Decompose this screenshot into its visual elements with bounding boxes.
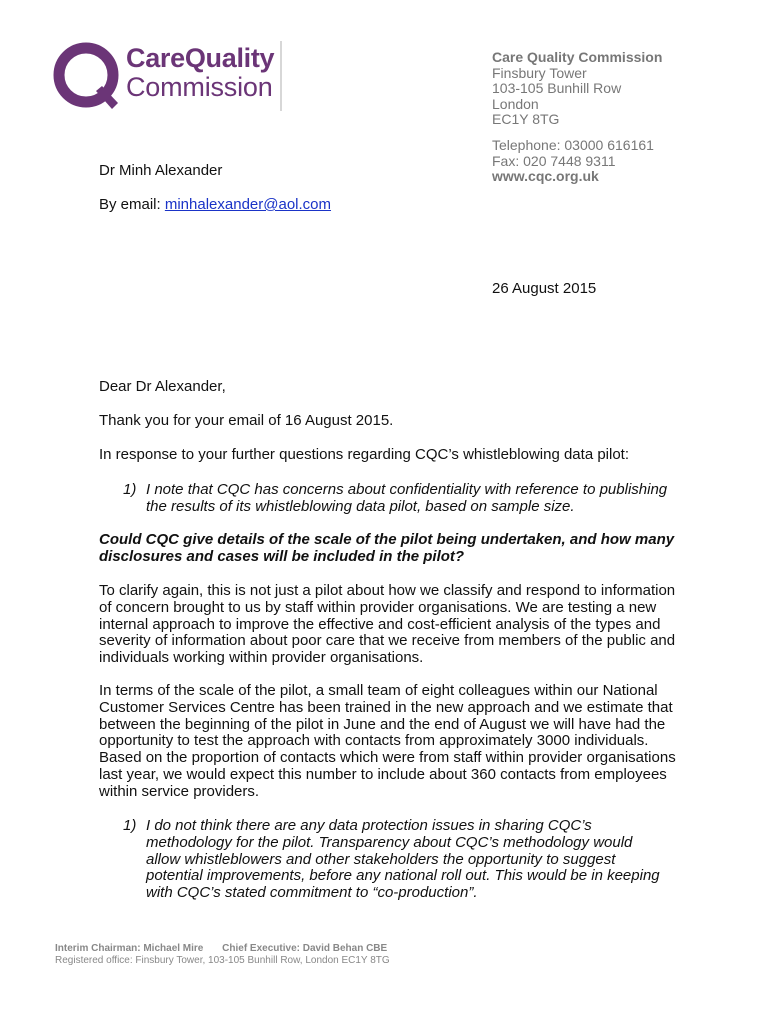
footer-ceo: Chief Executive: David Behan CBE bbox=[222, 943, 388, 954]
sender-addr-4: EC1Y 8TG bbox=[492, 111, 560, 128]
sender-web: www.cqc.org.uk bbox=[492, 168, 599, 185]
cqc-logo bbox=[52, 41, 284, 113]
paragraph-1: To clarify again, this is not just a pilot about how we classify and respond to information of concern brought to us by staff within provider organisations. We are testing a new internal approach to improve the effective and cost-efficient analysis of the types and severity of information about poor care that we receive from members of the public and individuals working within provider organisations. bbox=[99, 582, 676, 667]
intro-line: In response to your further questions regarding CQC’s whistleblowing data pilot: bbox=[99, 446, 630, 463]
letter-date: 26 August 2015 bbox=[492, 280, 597, 297]
item-1-text: I note that CQC has concerns about confidentiality with reference to publishing the results of its whistleblowing data pilot, based on sample size. bbox=[146, 481, 668, 515]
question-text: Could CQC give details of the scale of the pilot being undertaken, and how many disclosures and cases will be included in the pilot? bbox=[99, 531, 675, 565]
sender-address bbox=[492, 50, 662, 185]
paragraph-2: In terms of the scale of the pilot, a small team of eight colleagues within our National Customer Services Centre has been trained in the new approach and we estimate that between the beginning of the pilot in June and the end of August we will have had the opportunity to test the approach with contacts from approximately 3000 individuals. Based on the proportion of contacts which were from staff within provider organisations last year, we would expect this number to include about 360 contacts from employees within service providers. bbox=[99, 682, 676, 800]
logo-line-1: CareQuality bbox=[126, 43, 275, 73]
salutation: Dear Dr Alexander, bbox=[99, 378, 226, 395]
sender-fax: Fax: 020 7448 9311 bbox=[492, 152, 616, 169]
item-2-number: 1) bbox=[123, 817, 137, 834]
logo-wordmark bbox=[126, 45, 274, 101]
recipient-email-line bbox=[99, 196, 331, 213]
item-1-number: 1) bbox=[123, 481, 137, 498]
thanks-line: Thank you for your email of 16 August 2015. bbox=[99, 412, 394, 429]
cqc-logo-icon bbox=[52, 41, 122, 113]
sender-telephone: Telephone: 03000 616161 bbox=[492, 136, 654, 153]
logo-divider bbox=[280, 41, 282, 111]
item-2-text: I do not think there are any data protection issues in sharing CQC’s methodology for the pilot. Transparency about CQC’s methodology would allow whistleblowers and other stakeholders the opportunity to suggest potential improvements, before any national roll out. This would be in keeping with CQC’s stated commitment to “co-production”. bbox=[146, 817, 660, 902]
email-link[interactable]: minhalexander@aol.com bbox=[164, 196, 332, 213]
footer-chair: Interim Chairman: Michael Mire bbox=[55, 943, 204, 954]
sender-addr-3: London bbox=[492, 95, 539, 112]
sender-org: Care Quality Commission bbox=[492, 49, 663, 65]
sender-addr-1: Finsbury Tower bbox=[492, 64, 587, 81]
logo-line-2: Commission bbox=[126, 72, 273, 102]
footer-registered-office: Registered office: Finsbury Tower, 103-105 Bunhill Row, London EC1Y 8TG bbox=[55, 955, 390, 966]
recipient-name: Dr Minh Alexander bbox=[99, 162, 223, 179]
footer-officers bbox=[55, 943, 387, 954]
sender-addr-2: 103-105 Bunhill Row bbox=[492, 80, 622, 97]
email-prefix: By email: bbox=[99, 196, 161, 213]
